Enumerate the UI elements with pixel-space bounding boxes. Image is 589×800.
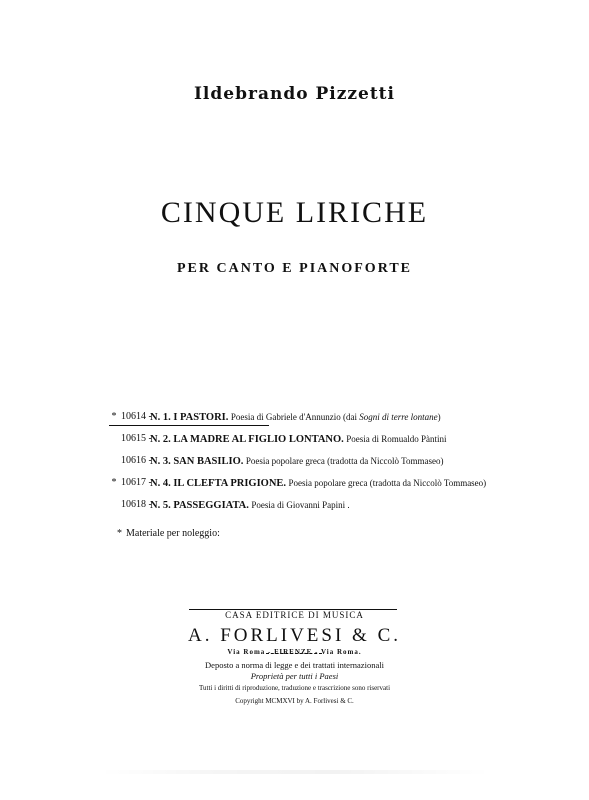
publisher-house — [0, 610, 589, 620]
publisher-name: A. FORLIVESI & C. — [187, 625, 402, 646]
song-title: N. 3. SAN BASILIO. — [150, 456, 244, 467]
rental-note-text: Materiale per noleggio: — [126, 528, 220, 539]
legal-deposit: Deposto a norma di legge e dei trattati internazionali — [205, 660, 384, 670]
song-credit: Poesia di Romualdo Pàntini — [346, 434, 447, 444]
song-title: N. 2. LA MADRE AL FIGLIO LONTANO. — [150, 434, 344, 445]
rental-note — [117, 528, 220, 539]
catalog-number: 10615 - — [121, 433, 152, 444]
work-subtitle: PER CANTO E PIANOFORTE — [177, 261, 412, 276]
rental-asterisk: * — [117, 528, 122, 539]
work-title: CINQUE LIRICHE — [160, 196, 429, 229]
song-entry — [109, 496, 549, 518]
song-title: N. 4. IL CLEFTA PRIGIONE. — [150, 478, 287, 489]
catalog-number: 10616 - — [121, 455, 152, 466]
divider — [266, 653, 322, 655]
legal-rights: Tutti i diritti di riproduzione, traduzione e trascrizione sono riservati — [198, 684, 391, 692]
first-entry-underline — [109, 425, 269, 426]
song-title: N. 1. I PASTORI. — [150, 412, 229, 423]
rental-asterisk: * — [111, 477, 117, 488]
song-credit: Poesia di Gabriele d'Annunzio (dai Sogni di terre lontane) — [230, 412, 441, 422]
rental-asterisk: * — [111, 411, 117, 422]
copyright-notice: Copyright MCMXVI by A. Forlivesi & C. — [235, 697, 354, 705]
catalog-number: 10618 - — [121, 499, 152, 510]
song-entry — [109, 474, 549, 496]
song-entry — [109, 430, 549, 452]
paper-smudge — [100, 770, 490, 774]
song-credit: Poesia popolare greca (tradotta da Niccolò Tommaseo) — [288, 478, 487, 488]
publisher-house-label: CASA EDITRICE DI MUSICA — [225, 610, 364, 620]
catalog-number: 10617 - — [121, 477, 152, 488]
song-credit: Poesia popolare greca (tradotta da Niccolò Tommaseo) — [245, 456, 444, 466]
song-entry — [109, 452, 549, 474]
song-entry — [109, 408, 549, 430]
song-credit: Poesia di Giovanni Papini . — [251, 500, 350, 510]
publisher-address: Via Roma - FIRENZE - Via Roma. — [227, 648, 362, 656]
legal-property: Proprietà per tutti i Paesi — [250, 671, 339, 681]
song-title: N. 5. PASSEGGIATA. — [150, 500, 249, 511]
catalog-number: 10614 - — [121, 411, 152, 422]
composer-name: Ildebrando Pizzetti — [193, 84, 395, 104]
